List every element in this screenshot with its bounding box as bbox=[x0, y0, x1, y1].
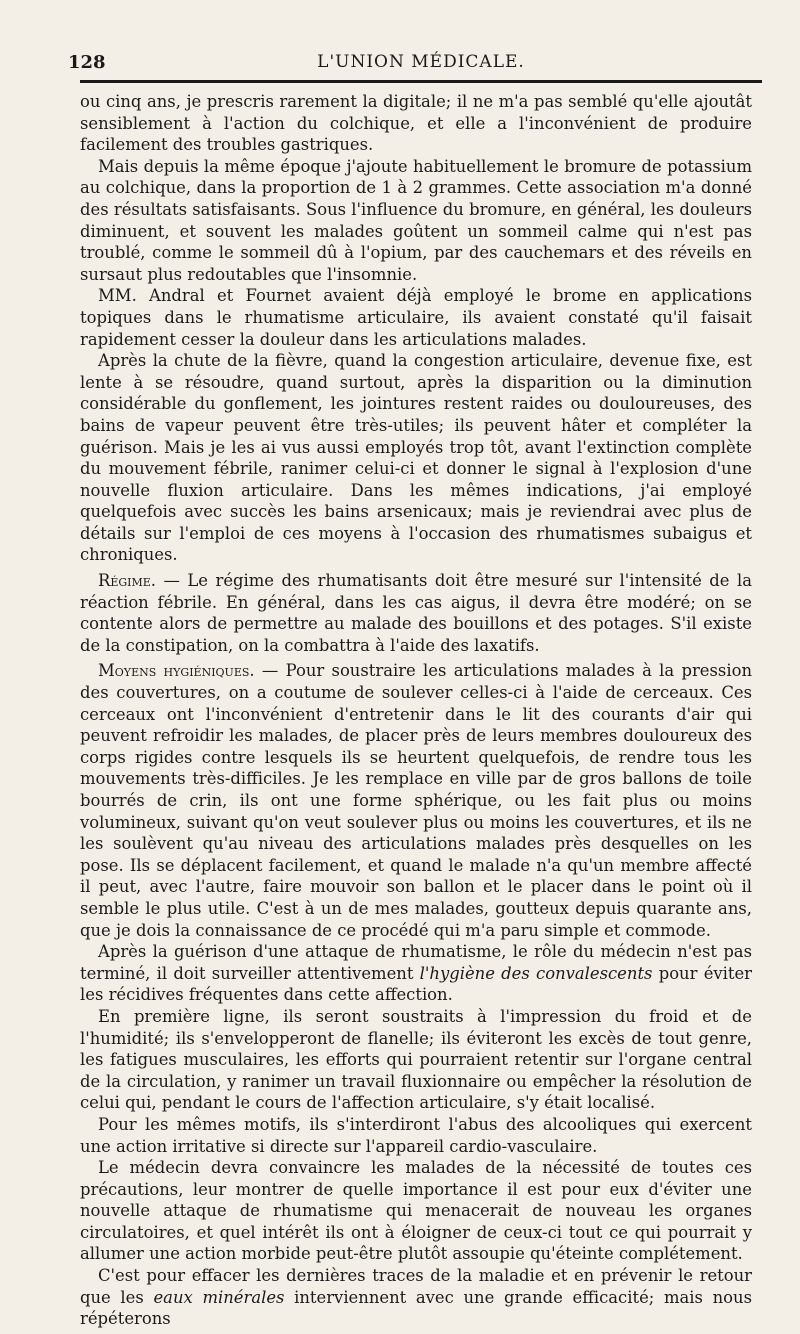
paragraph: En première ligne, ils seront soustraits à l'impression du froid et de l'humidité; ils s'envelopperont de flanelle; ils éviteront les excès de tout genre, les fatigues musculaires, les efforts qui pourraient retentir sur l'organe central de la circulation, y ranimer un travail fluxionnaire ou empêcher la résolution de celui qui, pendant le cours de l'affection articulaire, s'y était localisé. bbox=[80, 1006, 752, 1113]
emphasis: eaux minérales bbox=[153, 1287, 285, 1307]
paragraph-moyens-hygieniques: Moyens hygiéniques. — Pour soustraire les articulations malades à la pression des couvertures, on a coutume de soulever celles-ci à l'aide de cerceaux. Ces cerceaux ont l'inconvénient d'entretenir dans le lit des courants d'air qui peuvent refroidir les malades, de placer près de leurs membres douloureux des corps rigides contre lesquels ils se heurtent quelquefois, de rendre tous les mouvements très-difficiles. Je les remplace en ville par de gros ballons de toile bourrés de crin, ils ont une forme sphérique, ou les fait plus ou moins volumineux, suivant qu'on veut soulever plus ou moins les couvertures, et ils ne les soulèvent qu'au niveau des articulations malades près desquelles on les pose. Ils se déplacent facilement, et quand le malade n'a qu'un membre affecté il peut, avec l'autre, faire mouvoir son ballon et le placer dans le point où il semble le plus utile. C'est à un de mes malades, goutteux depuis quarante ans, que je dois la connaissance de ce procédé qui m'a paru simple et commode. bbox=[80, 661, 753, 940]
running-title: L'UNION MÉDICALE. bbox=[317, 52, 525, 72]
page-number: 128 bbox=[68, 52, 106, 73]
body-text bbox=[80, 91, 752, 1330]
paragraph: MM. Andral et Fournet avaient déjà employé le brome en applications topiques dans le rhumatisme articulaire, ils avaient constaté qu'il faisait rapidement cesser la douleur dans les articulations malades. bbox=[80, 286, 752, 349]
paragraph: Après la chute de la fièvre, quand la congestion articulaire, devenue fixe, est lente à se résoudre, quand surtout, après la disparition ou la diminution considérable du gonflement, les jointures restent raides ou douloureuses, des bains de vapeur peuvent être très-utiles; ils peuvent hâter et compléter la guérison. Mais je les ai vus aussi employés trop tôt, avant l'extinction complète du mouvement fébrile, ranimer celui-ci et donner le signal à l'explosion d'une nouvelle fluxion articulaire. Dans les mêmes indications, j'ai employé quelquefois avec succès les bains arsenicaux; mais je reviendrai avec plus de détails sur l'emploi de ces moyens à l'occasion des rhumatismes subaigus et chroniques. bbox=[80, 351, 752, 565]
paragraph: Pour les mêmes motifs, ils s'interdiront l'abus des alcooliques qui exercent une action irritative si directe sur l'appareil cardio-vasculaire. bbox=[80, 1114, 752, 1156]
paragraph: ou cinq ans, je prescris rarement la digitale; il ne m'a pas semblé qu'elle ajoutât sensiblement à l'action du colchique, et elle a l'inconvénient de produire facilement des troubles gastriques. bbox=[80, 92, 752, 155]
paragraph: Mais depuis la même époque j'ajoute habituellement le bromure de potassium au colchique, dans la proportion de 1 à 2 grammes. Cette association m'a donné des résultats satisfaisants. Sous l'influence du bromure, en général, les douleurs diminuent, et souvent les malades goûtent un sommeil calme qui n'est pas troublé, comme le sommeil dû à l'opium, par des cauchemars et des réveils en sursaut plus redoutables que l'insomnie. bbox=[80, 156, 752, 284]
paragraph: Après la guérison d'une attaque de rhumatisme, le rôle du médecin n'est pas terminé, il doit surveiller attentivement l'hygiène des convalescents pour éviter les récidives fréquentes dans cette affection. bbox=[80, 942, 753, 1005]
page-header bbox=[68, 46, 762, 83]
emphasis: l'hygiène des convalescents bbox=[419, 963, 653, 983]
section-heading-regime: Régime. bbox=[98, 571, 157, 591]
paragraph-regime: Régime. — Le régime des rhumatisants doit être mesuré sur l'intensité de la réaction fébrile. En général, dans les cas aigus, il devra être modéré; on se contente alors de permettre au malade des bouillons et des potages. S'il existe de la constipation, on la combattra à l'aide des laxatifs. bbox=[80, 571, 752, 655]
paragraph: Le médecin devra convaincre les malades de la nécessité de toutes ces précautions, leur montrer de quelle importance il est pour eux d'éviter une nouvelle attaque de rhumatisme qui menacerait de nouveau les organes circulatoires, et quel intérêt ils ont à éloigner de ceux-ci tout ce qui pourrait y allumer une action morbide peut-être plutôt assoupie qu'éteinte complétement. bbox=[80, 1158, 752, 1264]
section-heading-moyens-hygieniques: Moyens hygiéniques. bbox=[98, 661, 255, 681]
paragraph: C'est pour effacer les dernières traces de la maladie et en prévenir le retour que les eaux minérales interviennent avec une grande efficacité; mais nous répéterons bbox=[80, 1266, 753, 1329]
